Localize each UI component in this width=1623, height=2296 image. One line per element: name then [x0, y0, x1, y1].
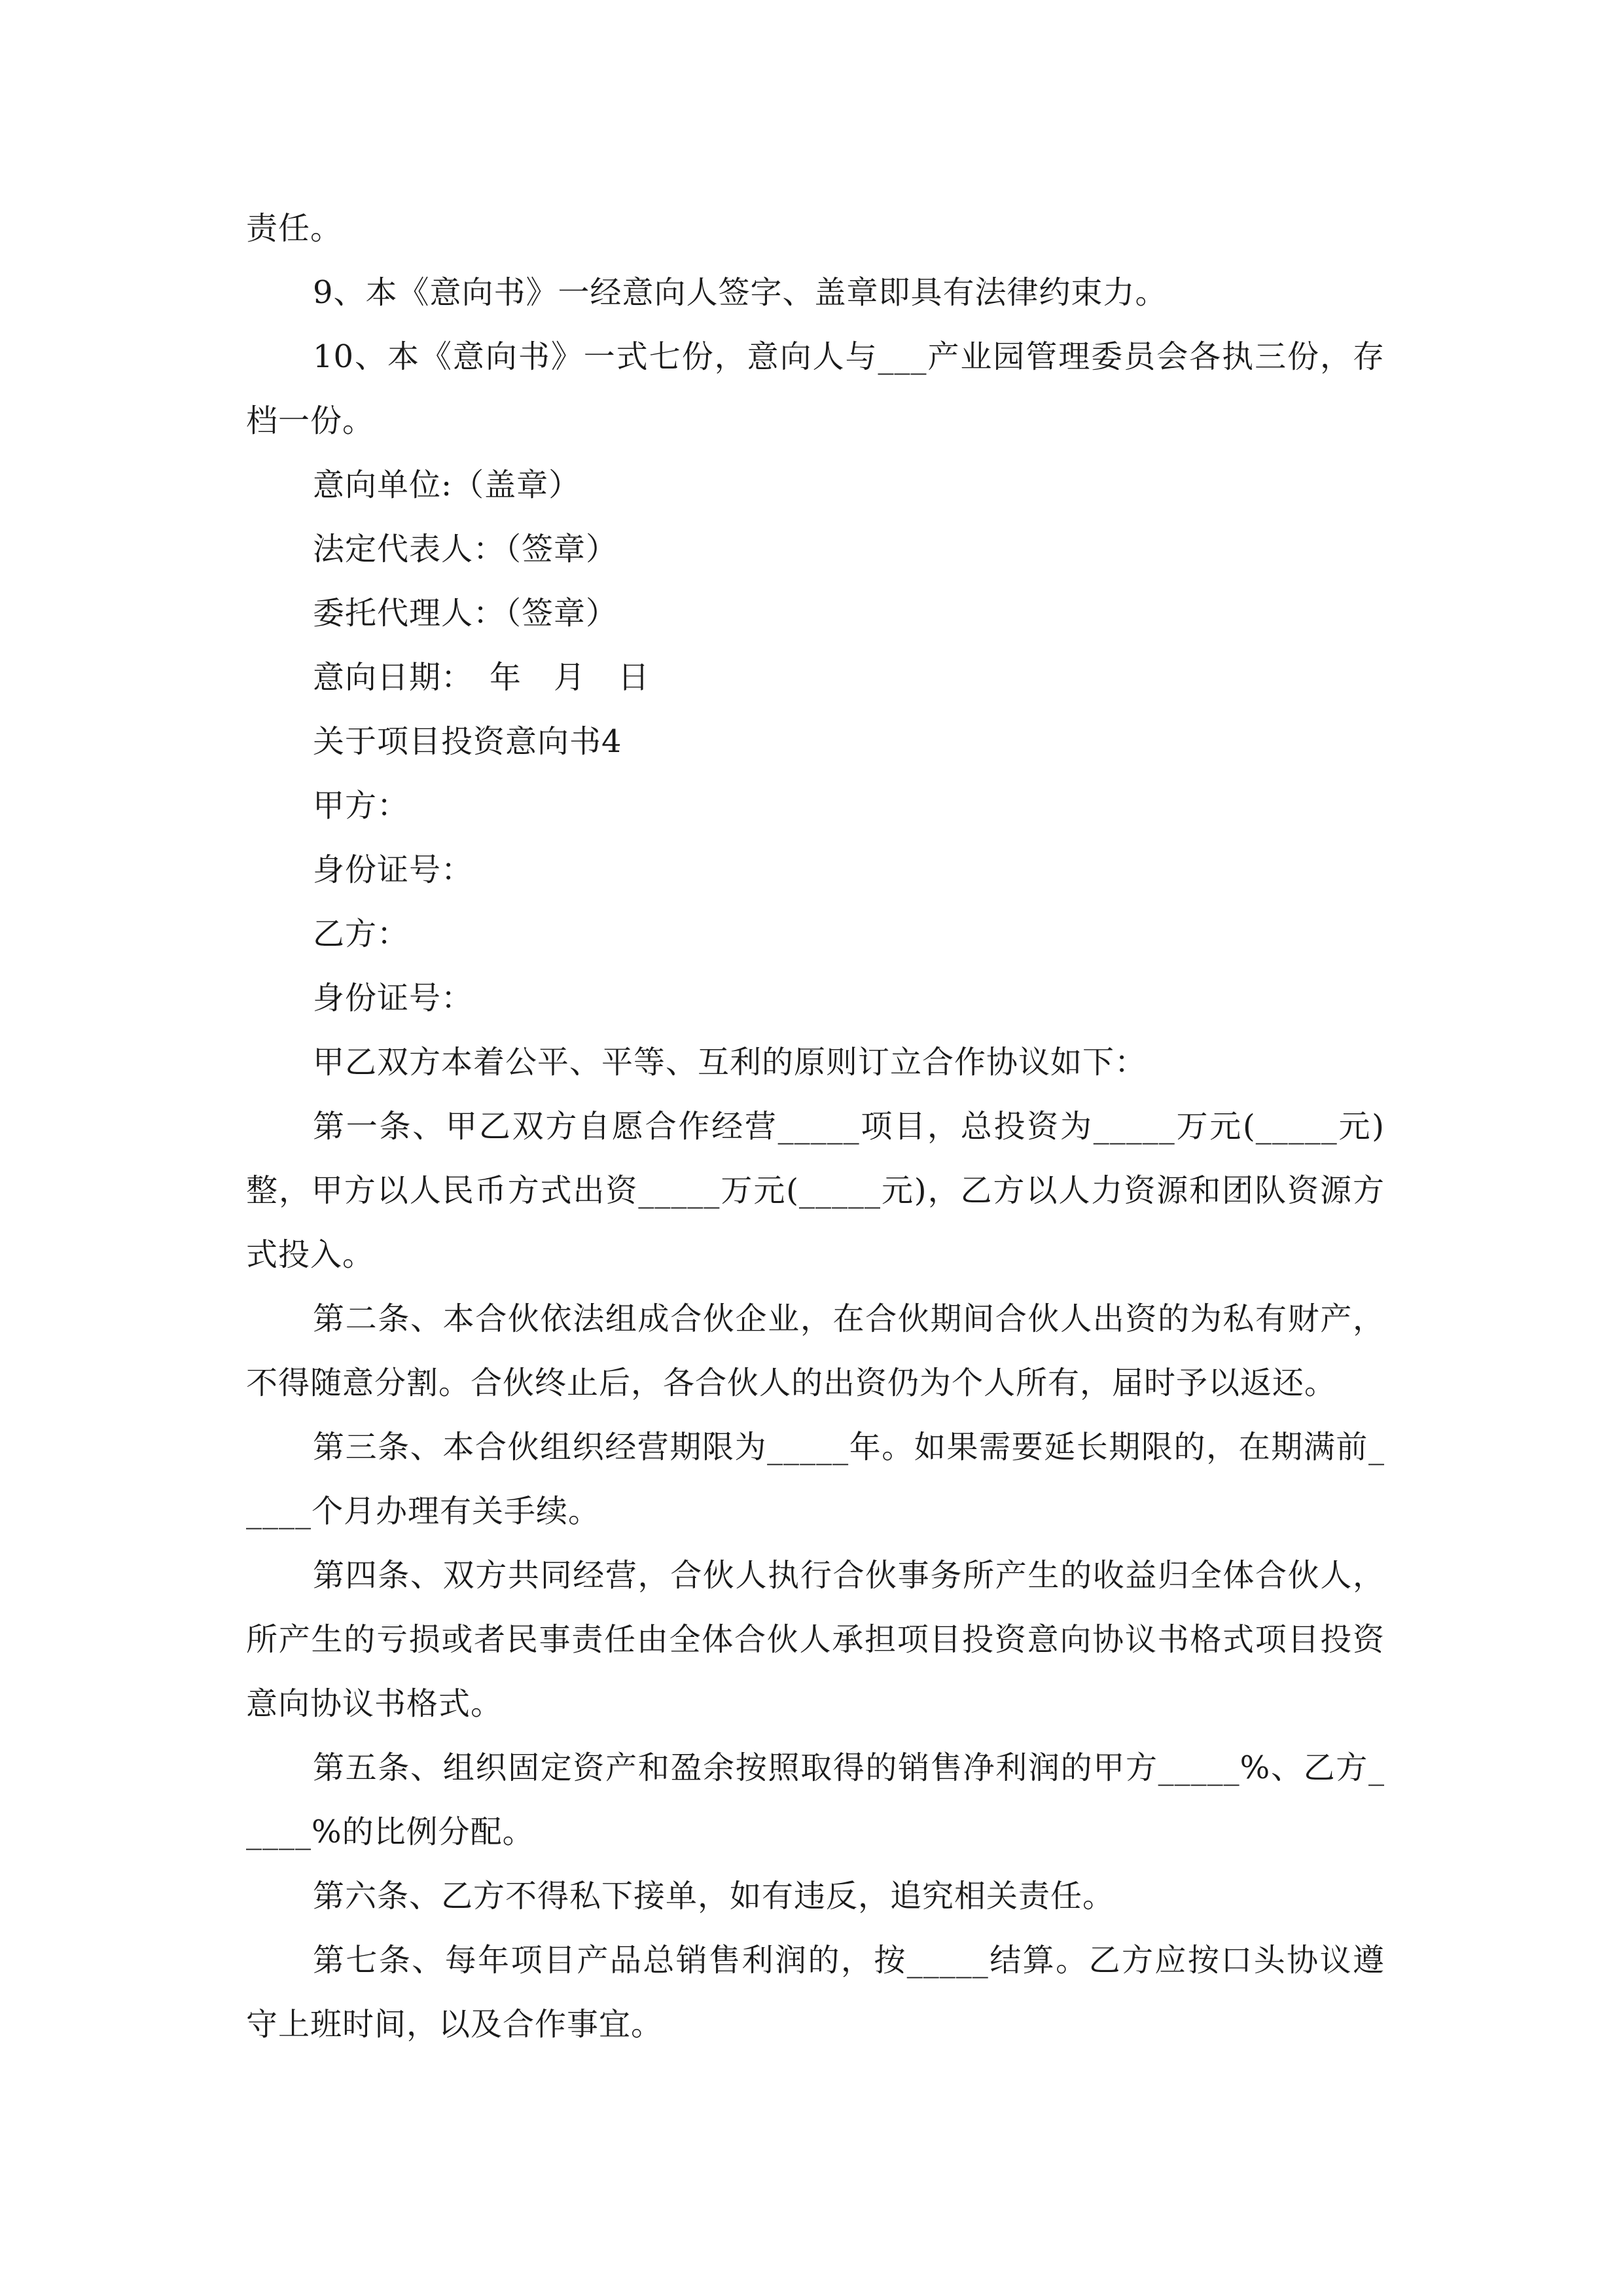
- article-5: 第五条、组织固定资产和盈余按照取得的销售净利润的甲方_____%、乙方_____%的比例分配。: [246, 1749, 1385, 1850]
- document-page: [246, 196, 1385, 2056]
- signature-agent-line: 委托代理人：（签章）: [313, 595, 618, 632]
- signature-date-line: 意向日期： 年 月 日: [313, 659, 651, 696]
- paragraph-clause-10: 10、本《意向书》一式七份，意向人与___产业园管理委员会各执三份，存档一份。: [246, 338, 1385, 439]
- article-4: 第四条、双方共同经营，合伙人执行合伙事务所产生的收益归全体合伙人，所产生的亏损或者民事责任由全体合伙人承担项目投资意向协议书格式项目投资意向协议书格式。: [246, 1557, 1385, 1722]
- article-1: 第一条、甲乙双方自愿合作经营_____项目，总投资为_____万元(_____元)整，甲方以人民币方式出资_____万元(_____元)，乙方以人力资源和团队资源方式投入。: [246, 1108, 1385, 1273]
- article-3: 第三条、本合伙组织经营期限为_____年。如果需要延长期限的，在期满前_____个月办理有关手续。: [246, 1429, 1385, 1530]
- party-b-id-line: 身份证号：: [313, 980, 474, 1016]
- section-title: 关于项目投资意向书4: [313, 723, 622, 760]
- article-2: 第二条、本合伙依法组成合伙企业，在合伙期间合伙人出资的为私有财产，不得随意分割。合伙终止后，各合伙人的出资仍为个人所有，届时予以返还。: [246, 1300, 1385, 1401]
- party-a-line: 甲方：: [313, 787, 410, 824]
- agreement-preamble: 甲乙双方本着公平、平等、互利的原则订立合作协议如下：: [313, 1044, 1147, 1081]
- paragraph-clause-9: 9、本《意向书》一经意向人签字、盖章即具有法律约束力。: [313, 274, 1168, 311]
- party-a-id-line: 身份证号：: [313, 852, 474, 888]
- article-6: 第六条、乙方不得私下接单，如有违反，追究相关责任。: [313, 1878, 1115, 1914]
- party-b-line: 乙方：: [313, 916, 410, 952]
- signature-legal-rep-line: 法定代表人：（签章）: [313, 531, 618, 567]
- paragraph-liability-end: 责任。: [246, 210, 343, 247]
- signature-unit-line: 意向单位:（盖章）: [313, 467, 581, 503]
- article-7: 第七条、每年项目产品总销售利润的，按_____结算。乙方应按口头协议遵守上班时间，以及合作事宜。: [246, 1942, 1385, 2043]
